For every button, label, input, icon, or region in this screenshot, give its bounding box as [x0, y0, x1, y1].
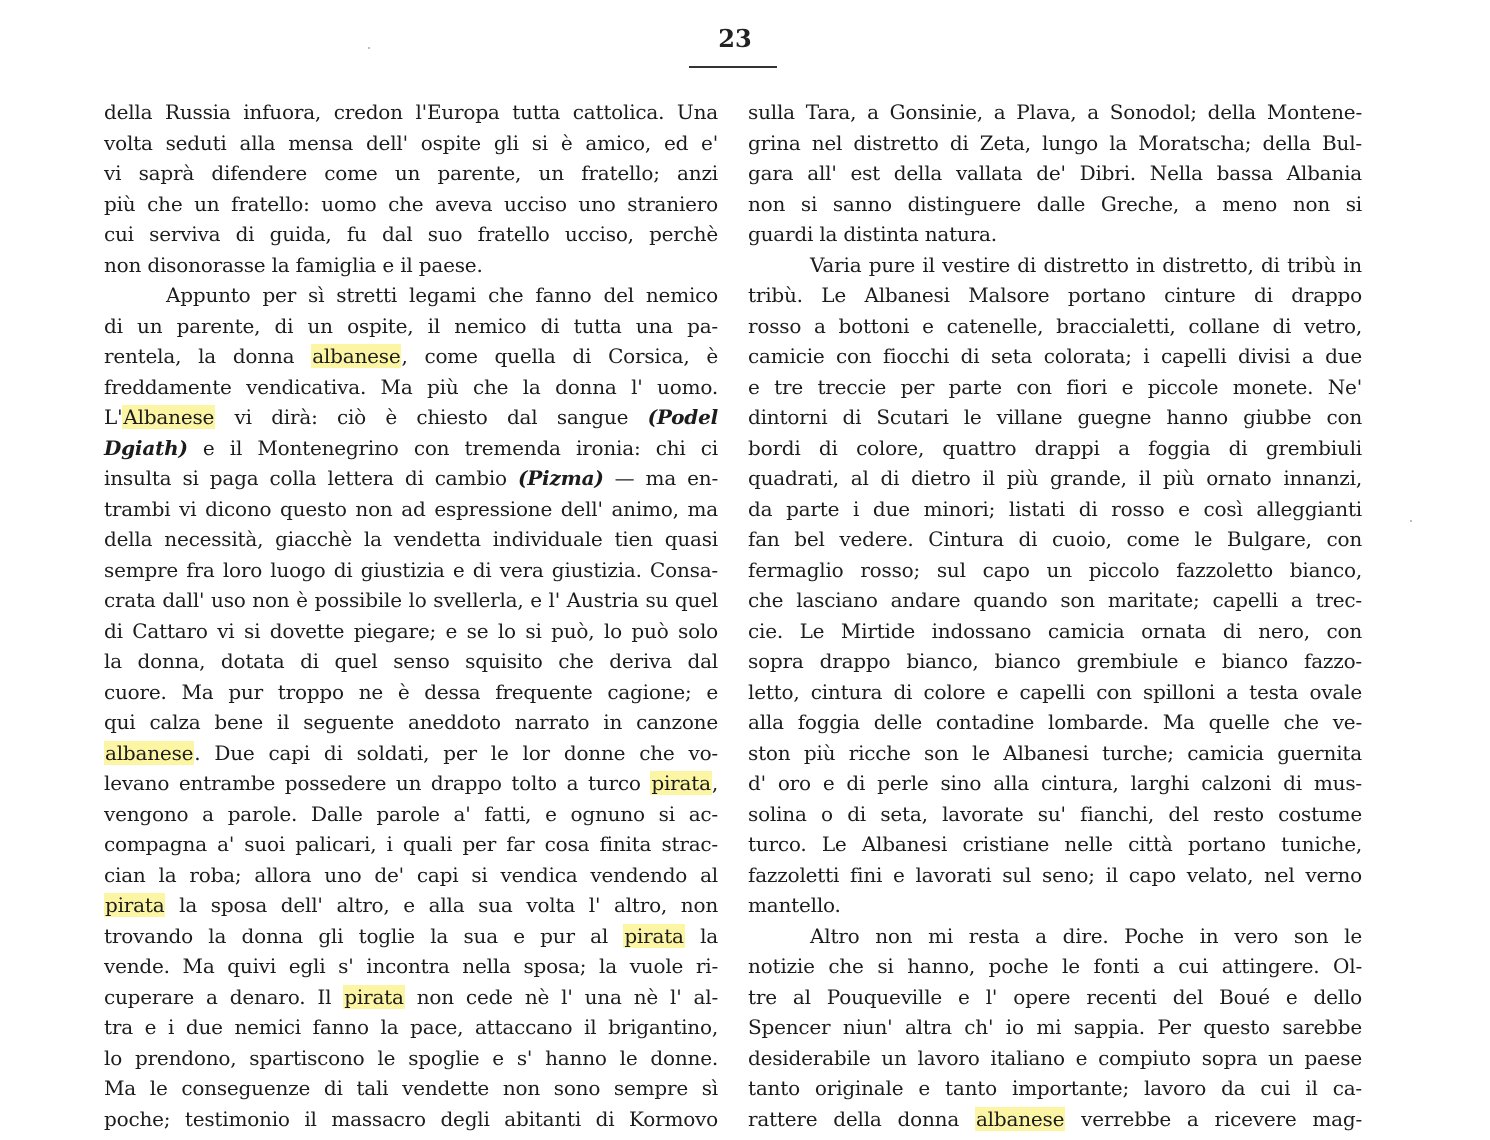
- text-line: sempre fra loro luogo di giustizia e di vera giustizia. Consa-: [104, 557, 718, 582]
- text-line: di Cattaro vi si dovette piegare; e se lo si può, lo può solo: [104, 618, 718, 643]
- text-line: la donna, dotata di quel senso squisito che deriva dal: [104, 649, 718, 673]
- text-line: quadrati, al di dietro il più grande, il più ornato innanzi,: [748, 466, 1362, 490]
- text-line: sopra drappo bianco, bianco grembiule e bianco fazzo-: [748, 649, 1362, 673]
- text-line: che lasciano andare quando son maritate; capelli a trec-: [748, 588, 1362, 612]
- text-run: , come quella di Corsica, è: [401, 344, 718, 368]
- scan-speck: [368, 47, 370, 49]
- text-line: [104, 982, 718, 1013]
- highlighted-term: albanese: [105, 740, 194, 765]
- highlighted-term: pirata: [651, 771, 711, 795]
- text-line: tribù. Le Albanesi Malsore portano cinture di drappo: [748, 283, 1362, 307]
- right-column: [748, 97, 1362, 1134]
- text-line: mantello.: [748, 893, 841, 917]
- text-line: della Russia infuora, credon l'Europa tutta cattolica. Una: [104, 100, 718, 124]
- text-line: cian la roba; allora uno de' capi si vendica vendendo al: [104, 862, 718, 887]
- text-line: crata dall' uso non è possibile lo svellerla, e l' Austria su quel: [104, 588, 718, 612]
- text-line: [104, 738, 718, 769]
- text-line: vende. Ma quivi egli s' incontra nella sposa; la vuole ri-: [104, 954, 718, 978]
- text-line: tanto originale e tanto importante; lavoro da cui il ca-: [748, 1076, 1362, 1100]
- text-line: Appunto per sì stretti legami che fanno del nemico: [166, 283, 718, 307]
- text-line: qui calza bene il seguente aneddoto narrato in canzone: [104, 710, 718, 734]
- page-number: 23: [718, 24, 752, 53]
- highlighted-term: albanese: [975, 1106, 1065, 1131]
- text-line: cuore. Ma pur troppo ne è dessa frequente cagione; e: [104, 679, 718, 704]
- text-line: poche; testimonio il massacro degli abitanti di Kormovo: [104, 1106, 718, 1131]
- highlighted-term: pirata: [105, 893, 165, 917]
- text-line: notizie che si hanno, poche le fonti a cui attingere. Ol-: [748, 954, 1362, 978]
- italic-term: Dgiath): [104, 435, 188, 460]
- text-line: fan bel vedere. Cintura di cuoio, come le Bulgare, con: [748, 527, 1362, 551]
- text-line: [104, 768, 718, 799]
- text-line: cie. Le Mirtide indossano camicia ornata di nero, con: [748, 618, 1362, 643]
- text-line: camicie con fiocchi di seta colorata; i capelli divisi a due: [748, 344, 1362, 368]
- text-line: letto, cintura di colore e capelli con spilloni a testa ovale: [748, 679, 1362, 704]
- text-line: fermaglio rosso; sul capo un piccolo fazzoletto bianco,: [748, 557, 1362, 582]
- text-line: Ma le conseguenze di tali vendette non sono sempre sì: [104, 1076, 718, 1100]
- scan-speck: [1410, 520, 1412, 522]
- text-line: guardi la distinta natura.: [748, 222, 997, 246]
- text-run: cuperare a denaro. Il: [104, 984, 344, 1009]
- text-run: rentela, la donna: [104, 344, 312, 368]
- text-line: [104, 402, 718, 433]
- text-line: dintorni di Scutari le villane guegne hanno giubbe con: [748, 405, 1362, 429]
- text-run: verrebbe a ricevere mag-: [1065, 1106, 1362, 1131]
- text-line: ston più ricche son le Albanesi turche; camicia guernita: [748, 740, 1362, 765]
- italic-term: (Pizma): [517, 466, 604, 490]
- left-column: [104, 97, 718, 1134]
- text-line: da parte i due minori; listati di rosso e così alleggianti: [748, 496, 1362, 521]
- text-line: turco. Le Albanesi cristiane nelle città portano tuniche,: [748, 832, 1362, 856]
- text-run: la: [684, 923, 719, 948]
- text-run: trovando la donna gli toglie la sua e pur al: [104, 923, 624, 948]
- page-number-underline: [689, 66, 777, 68]
- text-line: fazzoletti fini e lavorati sul seno; il capo velato, nel verno: [748, 862, 1362, 887]
- text-run: la sposa dell' altro, e alla sua volta l' altro, non: [165, 893, 718, 917]
- text-line: rosso a bottoni e catenelle, braccialetti, collane di vetro,: [748, 313, 1362, 338]
- text-line: bordi di colore, quattro drappi a foggia di grembiuli: [748, 435, 1362, 460]
- text-run: . Due capi di soldati, per le lor donne che vo-: [194, 740, 718, 765]
- text-line: [104, 921, 718, 952]
- text-run: non cede nè l' una nè l' al-: [404, 984, 718, 1009]
- italic-term: (Podel: [647, 405, 718, 429]
- text-line: [104, 463, 718, 494]
- text-line: Altro non mi resta a dire. Poche in vero son le: [810, 923, 1362, 948]
- highlighted-term: pirata: [344, 984, 404, 1009]
- text-line: d' oro e di perle sino alla cintura, larghi calzoni di mus-: [748, 771, 1362, 795]
- text-line: [104, 433, 718, 464]
- highlighted-term: Albanese: [123, 405, 215, 429]
- text-run: insulta si paga colla lettera di cambio: [104, 466, 518, 490]
- text-line: tra e i due nemici fanno la pace, attaccano il brigantino,: [104, 1015, 718, 1039]
- text-line: non si sanno distinguere dalle Greche, a meno non si: [748, 191, 1362, 216]
- text-line: [104, 341, 718, 372]
- text-line: lo prendono, spartiscono le spoglie e s' hanno le donne.: [104, 1045, 718, 1070]
- text-line: sulla Tara, a Gonsinie, a Plava, a Sonodol; della Montene-: [748, 100, 1362, 124]
- text-line: cui serviva di guida, fu dal suo fratello ucciso, perchè: [104, 222, 718, 246]
- text-line: volta seduti alla mensa dell' ospite gli si è amico, ed e': [104, 130, 718, 155]
- text-run: rattere della donna: [748, 1106, 975, 1131]
- text-line: alla foggia delle contadine lombarde. Ma quelle che ve-: [748, 710, 1362, 734]
- text-line: solina o di seta, lavorate su' fianchi, del resto costume: [748, 801, 1362, 826]
- text-run: levano entrambe possedere un drappo tolto a turco: [104, 771, 651, 795]
- text-line: freddamente vendicativa. Ma più che la donna l' uomo.: [104, 374, 718, 399]
- text-line: desiderabile un lavoro italiano e compiuto sopra un paese: [748, 1045, 1362, 1070]
- text-line: compagna a' suoi palicari, i quali per far cosa finita strac-: [104, 832, 718, 856]
- text-run: e il Montenegrino con tremenda ironia: chi ci: [187, 435, 718, 460]
- highlighted-term: pirata: [624, 923, 684, 948]
- text-line: e tre treccie per parte con fiori e piccole monete. Ne': [748, 374, 1362, 399]
- text-line: della necessità, giacchè la vendetta individuale tien quasi: [104, 527, 718, 551]
- text-line: di un parente, di un ospite, il nemico di tutta una pa-: [104, 313, 718, 338]
- text-line: non disonorasse la famiglia e il paese.: [104, 252, 483, 277]
- text-line: [748, 1104, 1362, 1135]
- text-run: L': [104, 405, 123, 429]
- text-line: Varia pure il vestire di distretto in distretto, di tribù in: [810, 252, 1362, 277]
- text-run: ,: [711, 771, 718, 795]
- highlighted-term: albanese: [312, 344, 401, 368]
- text-run: — ma en-: [603, 466, 719, 490]
- text-line: vengono a parole. Dalle parole a' fatti, e ognuno si ac-: [104, 801, 718, 826]
- text-run: vi dirà: ciò è chiesto dal sangue: [215, 405, 648, 429]
- text-line: gara all' est della vallata de' Dibri. Nella bassa Albania: [748, 161, 1362, 185]
- text-line: [104, 890, 718, 921]
- text-line: grina nel distretto di Zeta, lungo la Moratscha; della Bul-: [748, 130, 1362, 155]
- text-line: vi saprà difendere come un parente, un fratello; anzi: [104, 161, 718, 185]
- text-line: tre al Pouqueville e l' opere recenti del Boué e dello: [748, 984, 1362, 1009]
- text-line: più che un fratello: uomo che aveva ucciso uno straniero: [104, 191, 718, 216]
- text-line: trambi vi dicono questo non ad espressione dell' animo, ma: [104, 496, 718, 521]
- text-line: Spencer niun' altra ch' io mi sappia. Per questo sarebbe: [748, 1015, 1362, 1039]
